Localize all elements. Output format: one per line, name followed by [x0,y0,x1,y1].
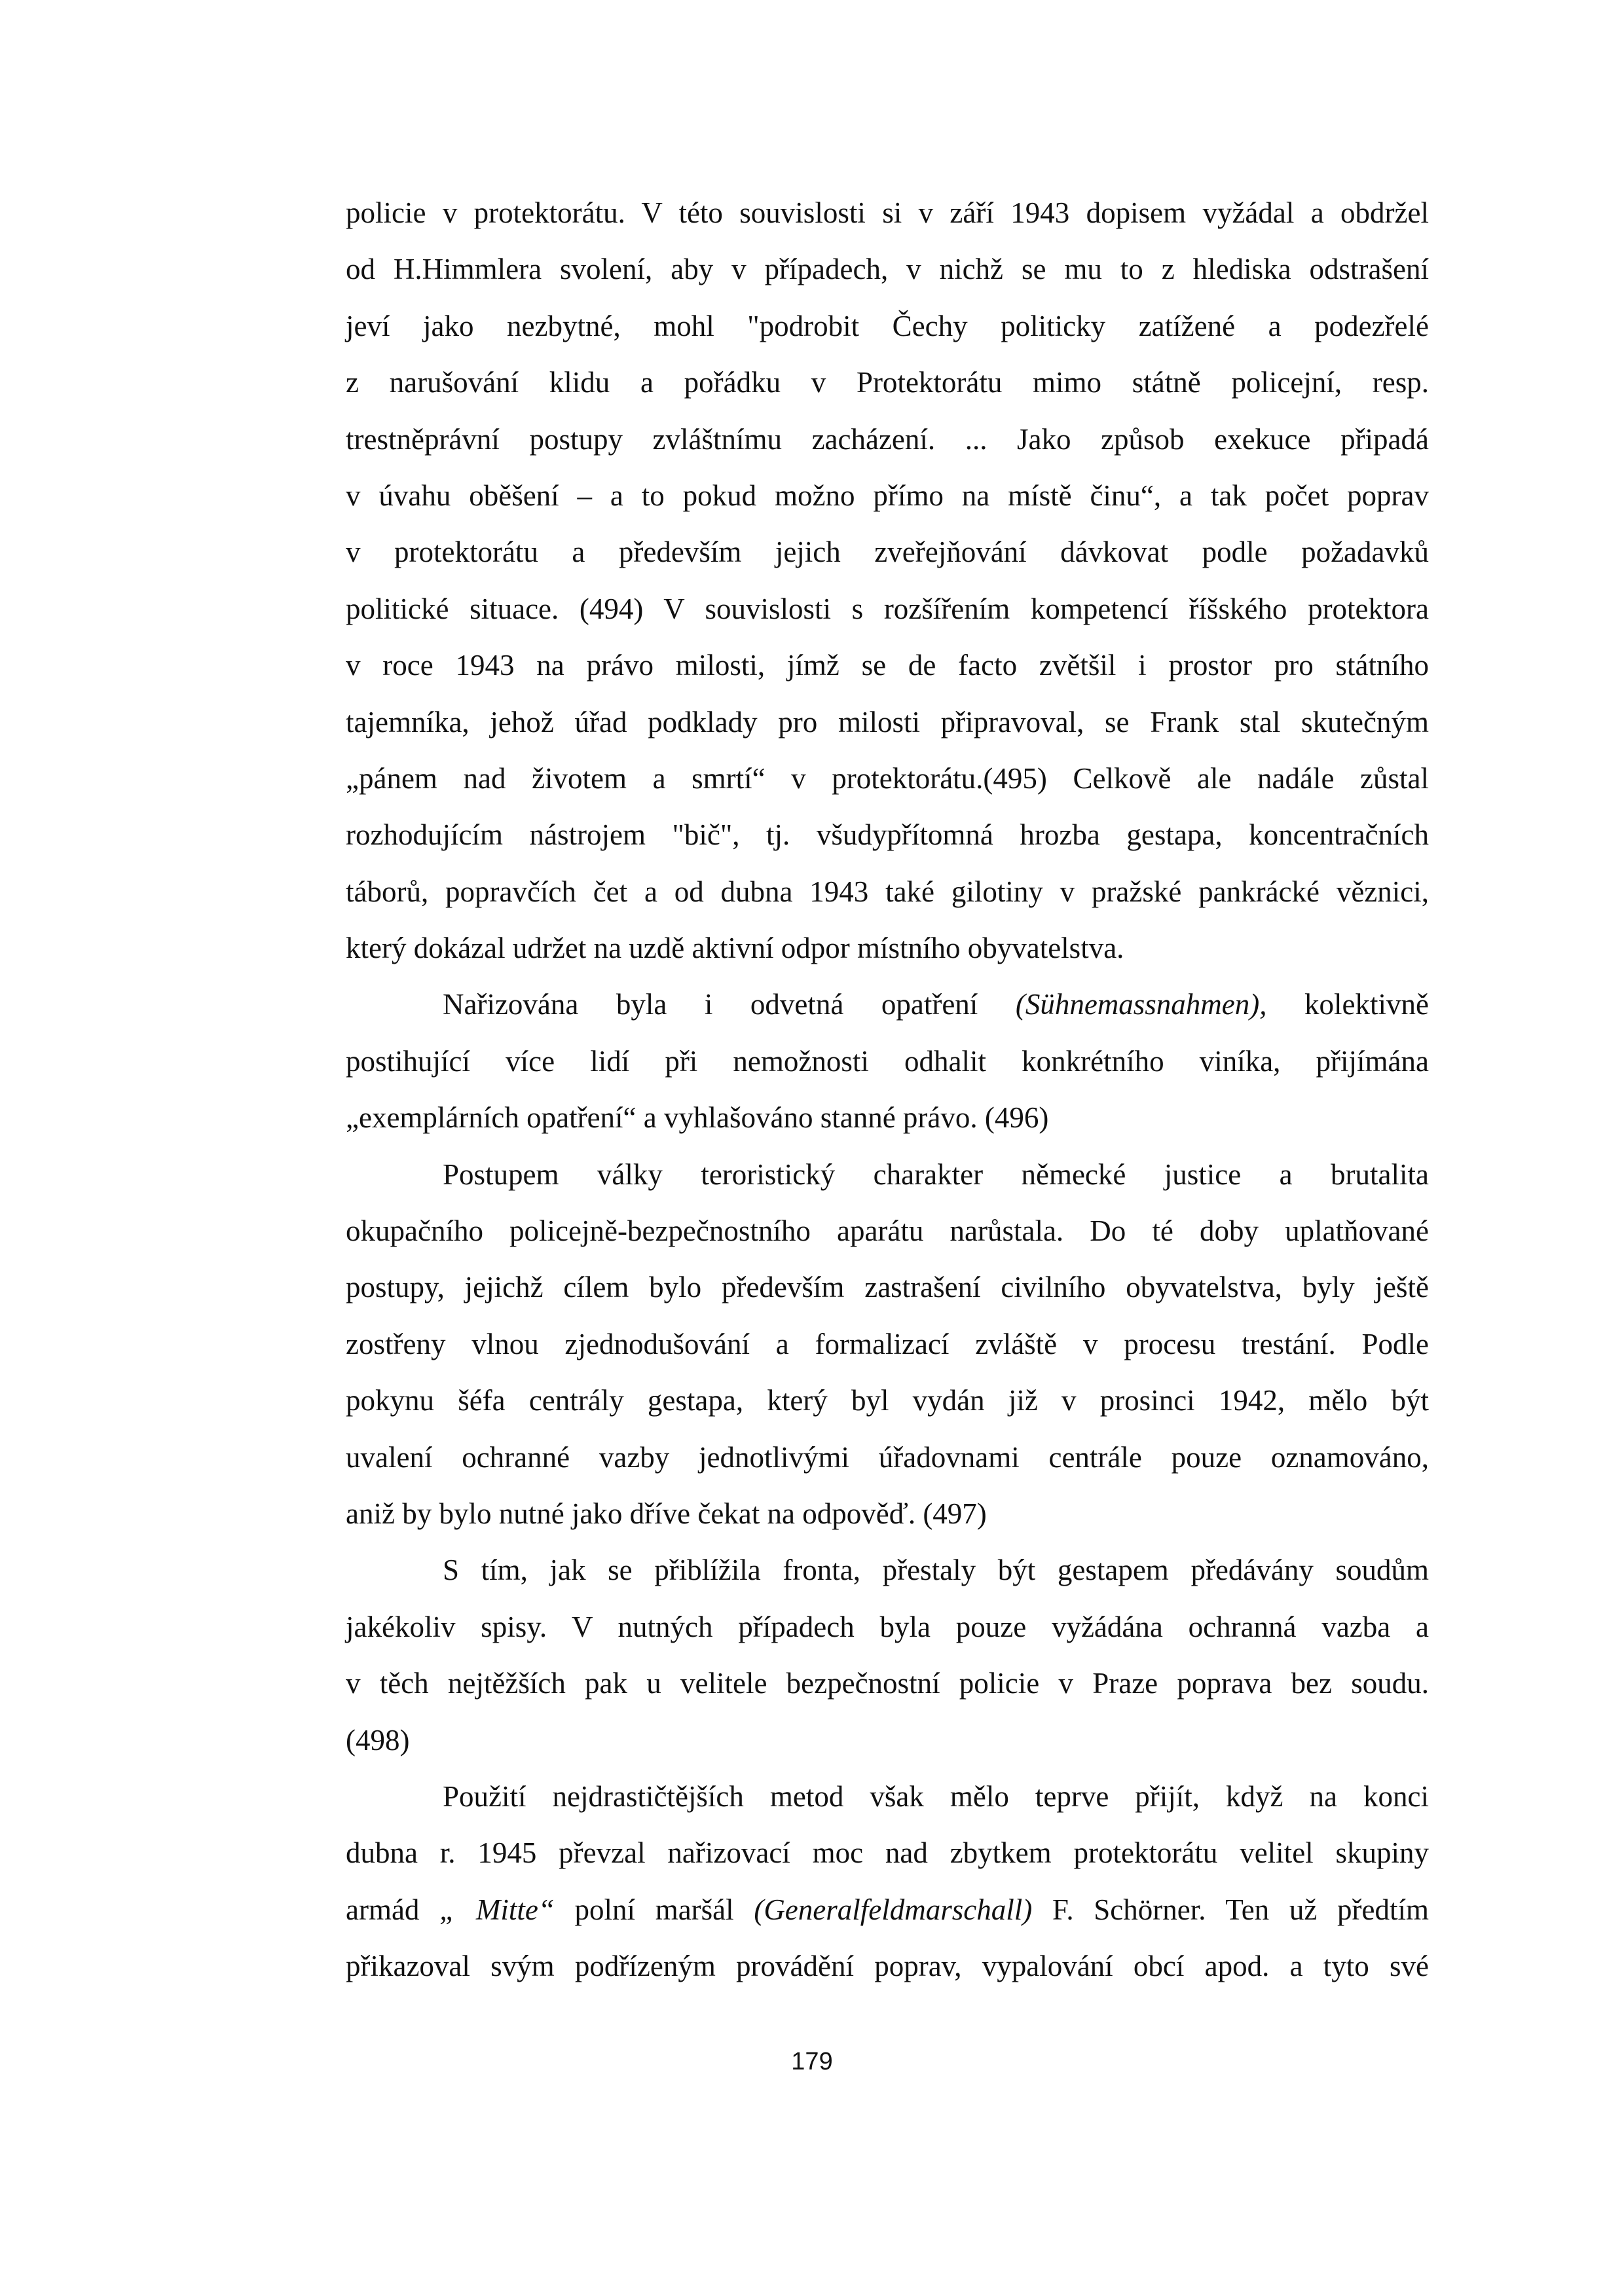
text-line: v roce 1943 na právo milosti, jímž se de facto zvětšil i prostor pro státního [346,649,1429,682]
text-line: jeví jako nezbytné, mohl "podrobit Čechy politicky zatížené a podezřelé [346,309,1429,342]
text-line: „pánem nad životem a smrtí“ v protektorátu.(495) Celkově ale nadále zůstal [346,761,1429,795]
text-line: který dokázal udržet na uzdě aktivní odpor místního obyvatelstva. [346,932,1124,965]
text-line: pokynu šéfa centrály gestapa, který byl vydán již v prosinci 1942, mělo být [346,1384,1429,1417]
text-line: armád „ Mitte“ polní maršál (Generalfeldmarschall) F. Schörner. Ten už předtím [346,1893,1429,1926]
text-line: jakékoliv spisy. V nutných případech byla pouze vyžádána ochranná vazba a [346,1610,1429,1643]
text-line: (498) [346,1723,410,1757]
text-line: S tím, jak se přiblížila fronta, přestaly být gestapem předávány soudům [443,1554,1429,1587]
text-line: přikazoval svým podřízeným provádění poprav, vypalování obcí apod. a tyto své [346,1950,1429,1983]
text-line: okupačního policejně-bezpečnostního aparátu narůstala. Do té doby uplatňované [346,1214,1429,1248]
text-line: „exemplárních opatření“ a vyhlašováno stanné právo. (496) [346,1101,1049,1135]
text-line: Použití nejdrastičtějších metod však mělo teprve přijít, když na konci [443,1779,1429,1813]
page-number: 179 [791,2048,833,2075]
text-line: postihující více lidí při nemožnosti odhalit konkrétního viníka, přijímána [346,1044,1429,1078]
text-line: uvalení ochranné vazby jednotlivými úřadovnami centrále pouze oznamováno, [346,1440,1429,1474]
text-line: táborů, popravčích čet a od dubna 1943 také gilotiny v pražské pankrácké věznici, [346,875,1429,908]
text-line: trestněprávní postupy zvláštnímu zacházení. ... Jako způsob exekuce připadá [346,422,1429,456]
text-line: Nařizována byla i odvetná opatření (Sühnemassnahmen), kolektivně [443,988,1429,1021]
text-line: v úvahu oběšení – a to pokud možno přímo na místě činu“, a tak počet poprav [346,479,1429,512]
text-line: postupy, jejichž cílem bylo především zastrašení civilního obyvatelstva, byly ještě [346,1271,1429,1304]
text-line: dubna r. 1945 převzal nařizovací moc nad zbytkem protektorátu velitel skupiny [346,1836,1429,1870]
text-line: policie v protektorátu. V této souvislosti si v září 1943 dopisem vyžádal a obdržel [346,196,1429,229]
text-line: aniž by bylo nutné jako dříve čekat na odpověď. (497) [346,1497,987,1530]
text-line: od H.Himmlera svolení, aby v případech, v nichž se mu to z hlediska odstrašení [346,253,1429,286]
text-line: tajemníka, jehož úřad podklady pro milosti připravoval, se Frank stal skutečným [346,705,1429,738]
text-line: Postupem války teroristický charakter německé justice a brutalita [443,1157,1429,1191]
text-line: rozhodujícím nástrojem "bič", tj. všudypřítomná hrozba gestapa, koncentračních [346,818,1429,852]
body-text [346,185,1429,1995]
text-line: politické situace. (494) V souvislosti s rozšířením kompetencí říšského protektora [346,592,1429,625]
text-line: v protektorátu a především jejich zveřejňování dávkovat podle požadavků [346,536,1429,569]
text-line: z narušování klidu a pořádku v Protektorátu mimo státně policejní, resp. [346,366,1429,399]
text-line: v těch nejtěžších pak u velitele bezpečnostní policie v Praze poprava bez soudu. [346,1667,1429,1700]
text-line: zostřeny vlnou zjednodušování a formalizací zvláště v procesu trestání. Podle [346,1327,1429,1360]
